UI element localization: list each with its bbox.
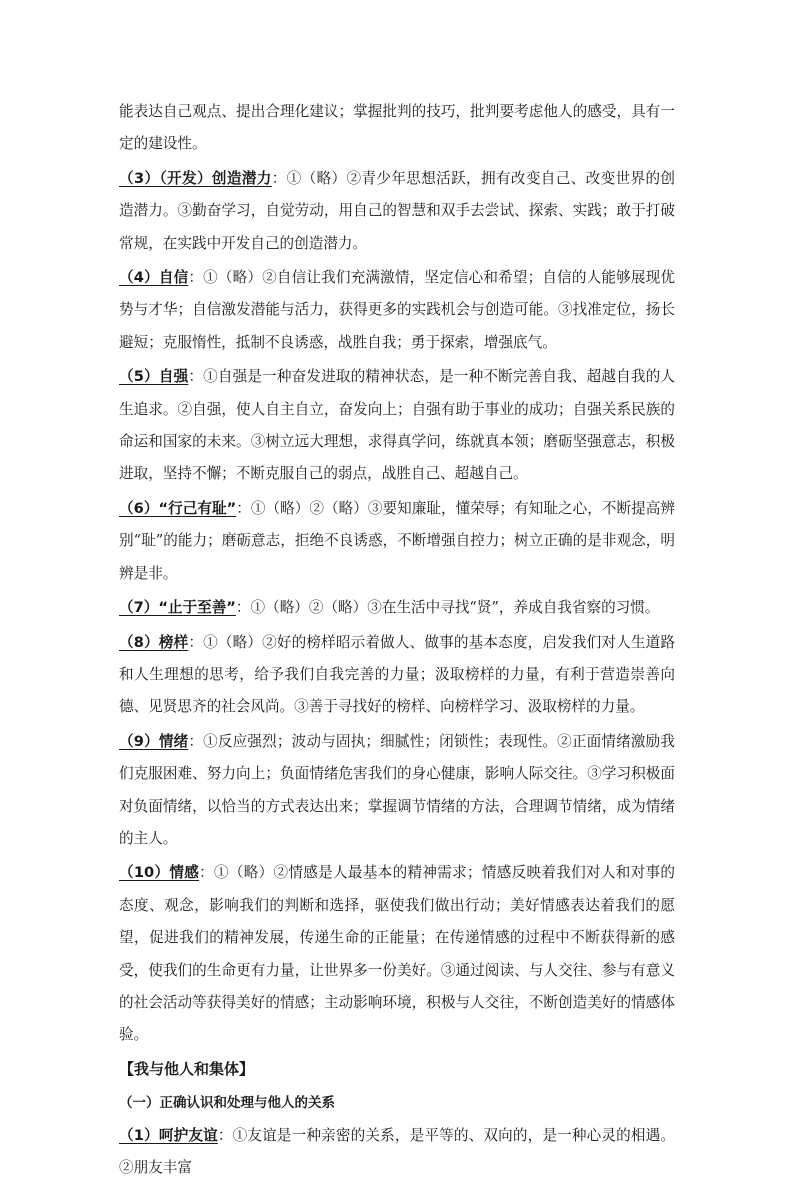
document-page [119, 96, 675, 1185]
paragraph-role-model: （8）榜样：①（略）②好的榜样昭示着做人、做事的基本态度，启发我们对人生道路和人生理想的思考，给予我们自我完善的力量；汲取榜样的力量，有利于营造崇善向德、见贤思齐的社会风尚。③善于寻找好的榜样、向榜样学习、汲取榜样的力量。 [119, 633, 675, 716]
paragraph-highest-good: （7）“止于至善”：①（略）②（略）③在生活中寻找“贤”，养成自我省察的习惯。 [119, 599, 660, 617]
section-heading: 【我与他人和集体】 [119, 1059, 255, 1078]
term-self-improvement: （5）自强 [119, 368, 189, 386]
term-creative-potential: （3）（开发）创造潜力 [119, 169, 272, 187]
paragraph-confidence: （4）自信：①（略）②自信让我们充满激情，坚定信心和希望；自信的人能够展现优势与才华；自信激发潜能与活力，获得更多的实践机会与创造可能。③找准定位，扬长避短；克服惰性，抵制不良诱惑，战胜自我；勇于探索，增强底气。 [119, 269, 675, 351]
term-role-model: （8）榜样 [119, 633, 189, 651]
paragraph-critique: 能表达自己观点、提出合理化建议；掌握批判的技巧，批判要考虑他人的感受，具有一定的建设性。 [119, 103, 675, 153]
term-sense-of-shame: （6）“行己有耻” [119, 499, 237, 517]
paragraph-emotion: （9）情绪：①反应强烈；波动与固执；细腻性；闭锁性；表现性。②正面情绪激励我们克服困难、努力向上；负面情绪危害我们的身心健康，影响人际交往。③学习积极面对负面情绪，以恰当的方式表达出来；掌握调节情绪的方法，合理调节情绪，成为情绪的主人。 [119, 732, 675, 847]
term-emotion: （9）情绪 [119, 732, 189, 750]
paragraph-self-improvement: （5）自强：①自强是一种奋发进取的精神状态，是一种不断完善自我、超越自我的人生追求。②自强，使人自主自立，奋发向上；自强有助于事业的成功；自强关系民族的命运和国家的未来。③树立远大理想，求得真学问，练就真本领；磨砺坚强意志，积极进取，坚持不懈；不断克服自己的弱点，战胜自己、超越自己。 [119, 368, 675, 483]
paragraph-friendship: （1）呵护友谊：①友谊是一种亲密的关系，是平等的、双向的，是一种心灵的相遇。②朋友丰富 [119, 1126, 675, 1177]
term-feeling: （10）情感 [119, 864, 200, 882]
term-friendship: （1）呵护友谊 [119, 1126, 218, 1144]
paragraph-creative-potential: （3）（开发）创造潜力：①（略）②青少年思想活跃，拥有改变自己、改变世界的创造潜力。③勤奋学习，自觉劳动，用自己的智慧和双手去尝试、探索、实践；敢于打破常规，在实践中开发自己的创造潜力。 [119, 169, 675, 252]
term-confidence: （4）自信 [119, 269, 189, 287]
paragraph-feeling: （10）情感：①（略）②情感是人最基本的精神需求；情感反映着我们对人和对事的态度、观念，影响我们的判断和选择，驱使我们做出行动；美好情感表达着我们的愿望，促进我们的精神发展，传递生命的正能量；在传递情感的过程中不断获得新的感受，使我们的生命更有力量，让世界多一份美好。③通过阅读、与人交往、参与有意义的社会活动等获得美好的情感；主动影响环境，积极与人交往，不断创造美好的情感体验。 [119, 864, 675, 1044]
subsection-heading: （一）正确认识和处理与他人的关系 [119, 1094, 335, 1111]
term-highest-good: （7）“止于至善” [119, 599, 236, 617]
paragraph-sense-of-shame: （6）“行己有耻”：①（略）②（略）③要知廉耻，懂荣辱；有知耻之心，不断提高辨别“耻”的能力；磨砺意志，拒绝不良诱惑，不断增强自控力；树立正确的是非观念，明辨是非。 [119, 499, 675, 582]
